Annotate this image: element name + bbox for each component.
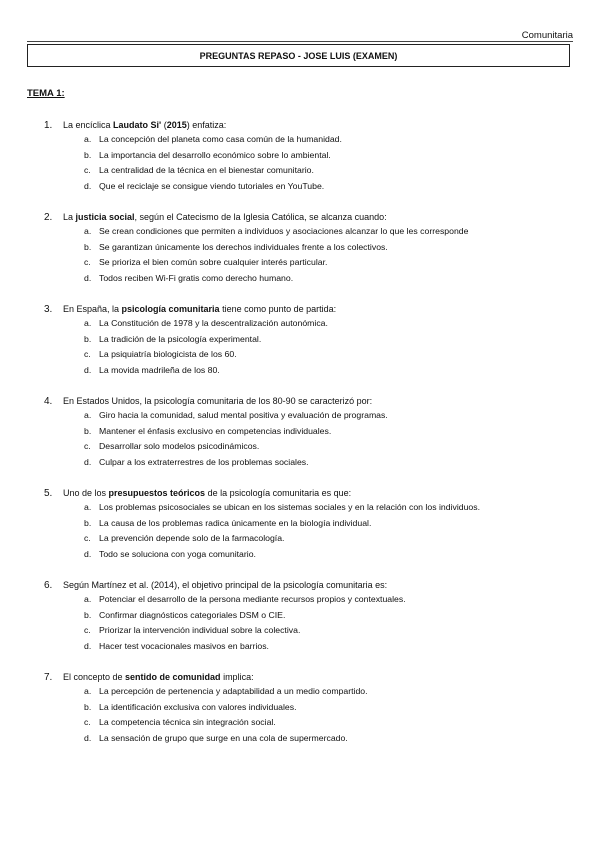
option-letter: c. <box>84 257 91 267</box>
answer-option <box>0 592 600 608</box>
option-text: La concepción del planeta como casa común de la humanidad. <box>99 134 342 144</box>
answer-option <box>0 224 600 240</box>
question-2 <box>0 211 600 286</box>
answer-option <box>0 684 600 700</box>
question-number: 6. <box>44 580 53 591</box>
question-stem <box>0 119 600 132</box>
answer-option <box>0 132 600 148</box>
stem-text: ( <box>161 120 167 130</box>
stem-text: La <box>63 212 76 222</box>
answer-option <box>0 240 600 256</box>
option-letter: a. <box>84 226 92 236</box>
document-category: Comunitaria <box>521 30 573 41</box>
option-text: La Constitución de 1978 y la descentralización autonómica. <box>99 318 328 328</box>
stem-bold-text: psicología comunitaria <box>121 304 220 314</box>
question-number: 1. <box>44 120 53 131</box>
section-heading: TEMA 1: <box>27 88 65 99</box>
answer-option <box>0 163 600 179</box>
question-stem <box>0 211 600 224</box>
option-letter: a. <box>84 502 92 512</box>
option-letter: a. <box>84 410 92 420</box>
question-number: 5. <box>44 488 53 499</box>
stem-text: La encíclica <box>63 120 114 130</box>
answer-option <box>0 547 600 563</box>
question-stem <box>0 579 600 592</box>
question-5 <box>0 487 600 562</box>
answer-option <box>0 700 600 716</box>
option-text: La centralidad de la técnica en el bienestar comunitario. <box>99 165 314 175</box>
option-text: Se prioriza el bien común sobre cualquier interés particular. <box>99 257 328 267</box>
option-letter: b. <box>84 517 92 528</box>
header-divider <box>27 41 573 42</box>
option-letter: d. <box>84 548 92 559</box>
option-letter: d. <box>84 180 92 191</box>
answer-option <box>0 271 600 287</box>
option-letter: b. <box>84 241 92 252</box>
option-letter: c. <box>84 625 91 635</box>
option-text: La percepción de pertenencia y adaptabilidad a un medio compartido. <box>99 686 368 696</box>
option-text: Hacer test vocacionales masivos en barrios. <box>99 640 269 651</box>
option-text: La causa de los problemas radica únicamente en la biología individual. <box>99 517 372 528</box>
option-letter: a. <box>84 594 92 604</box>
page-title <box>27 44 570 67</box>
answer-option <box>0 179 600 195</box>
option-letter: c. <box>84 441 91 451</box>
option-letter: c. <box>84 717 91 727</box>
stem-text: Según Martínez et al. (2014), el objetivo principal de la psicología comunitaria es: <box>63 580 388 590</box>
question-stem <box>0 671 600 684</box>
answer-option <box>0 623 600 639</box>
answer-option <box>0 639 600 655</box>
question-number: 2. <box>44 212 53 223</box>
option-text: La psiquiatría biologicista de los 60. <box>99 349 237 359</box>
stem-text: implica: <box>220 672 254 682</box>
option-letter: c. <box>84 165 91 175</box>
answer-option <box>0 608 600 624</box>
stem-bold-text: sentido de comunidad <box>125 672 221 682</box>
option-text: Que el reciclaje se consigue viendo tutoriales en YouTube. <box>99 180 325 191</box>
answer-option <box>0 531 600 547</box>
answer-option <box>0 500 600 516</box>
option-letter: c. <box>84 533 91 543</box>
question-3 <box>0 303 600 378</box>
stem-text: En Estados Unidos, la psicología comunitaria de los 80-90 se caracterizó por: <box>63 396 373 406</box>
option-text: La tradición de la psicología experimental. <box>99 333 262 344</box>
option-letter: b. <box>84 609 92 620</box>
option-text: La identificación exclusiva con valores individuales. <box>99 701 297 712</box>
question-number: 4. <box>44 396 53 407</box>
option-text: Todo se soluciona con yoga comunitario. <box>99 548 256 559</box>
option-letter: b. <box>84 149 92 160</box>
option-letter: b. <box>84 701 92 712</box>
option-text: La movida madrileña de los 80. <box>99 364 220 375</box>
option-text: La importancia del desarrollo económico sobre lo ambiental. <box>99 149 331 160</box>
option-text: Todos reciben Wi-Fi gratis como derecho humano. <box>99 272 294 283</box>
option-text: Potenciar el desarrollo de la persona mediante recursos propios y contextuales. <box>99 594 406 604</box>
option-text: Mantener el énfasis exclusivo en competencias individuales. <box>99 425 332 436</box>
option-text: Se garantizan únicamente los derechos individuales frente a los colectivos. <box>99 241 388 252</box>
answer-option <box>0 316 600 332</box>
option-letter: a. <box>84 318 92 328</box>
stem-text: tiene como punto de partida: <box>219 304 337 314</box>
stem-bold-text: justicia social <box>75 212 135 222</box>
answer-option <box>0 363 600 379</box>
option-text: Desarrollar solo modelos psicodinámicos. <box>99 441 260 451</box>
answer-option <box>0 347 600 363</box>
answer-option <box>0 424 600 440</box>
answer-option <box>0 332 600 348</box>
question-number: 3. <box>44 304 53 315</box>
question-list <box>0 119 600 763</box>
page-title-text: PREGUNTAS REPASO - JOSE LUIS (EXAMEN) <box>199 50 398 61</box>
stem-text: Uno de los <box>63 488 109 498</box>
option-text: La sensación de grupo que surge en una cola de supermercado. <box>99 732 348 743</box>
question-6 <box>0 579 600 654</box>
answer-option <box>0 731 600 747</box>
answer-option <box>0 439 600 455</box>
stem-text: ) enfatiza: <box>186 120 227 130</box>
option-letter: a. <box>84 686 92 696</box>
stem-bold-text: 2015 <box>166 120 187 130</box>
option-text: Se crean condiciones que permiten a individuos y asociaciones alcanzar lo que les corresponde <box>99 226 469 236</box>
answer-option <box>0 408 600 424</box>
option-text: Confirmar diagnósticos categoriales DSM o CIE. <box>99 609 286 620</box>
option-letter: d. <box>84 732 92 743</box>
stem-text: , según el Catecismo de la Iglesia Católica, se alcanza cuando: <box>134 212 387 222</box>
option-letter: a. <box>84 134 92 144</box>
option-text: Priorizar la intervención individual sobre la colectiva. <box>99 625 301 635</box>
option-letter: b. <box>84 333 92 344</box>
answer-option <box>0 148 600 164</box>
answer-option <box>0 255 600 271</box>
option-letter: d. <box>84 272 92 283</box>
stem-text: En España, la <box>63 304 122 314</box>
option-text: La competencia técnica sin integración social. <box>99 717 276 727</box>
question-4 <box>0 395 600 470</box>
option-letter: d. <box>84 640 92 651</box>
option-text: Los problemas psicosociales se ubican en los sistemas sociales y en la relación con los individuos. <box>99 502 480 512</box>
stem-text: El concepto de <box>63 672 126 682</box>
option-text: Culpar a los extraterrestres de los problemas sociales. <box>99 456 309 467</box>
stem-text: de la psicología comunitaria es que: <box>205 488 352 498</box>
question-stem <box>0 487 600 500</box>
question-number: 7. <box>44 672 53 683</box>
option-letter: b. <box>84 425 92 436</box>
question-1 <box>0 119 600 194</box>
option-text: Giro hacia la comunidad, salud mental positiva y evaluación de programas. <box>99 410 388 420</box>
option-letter: c. <box>84 349 91 359</box>
answer-option <box>0 715 600 731</box>
question-stem <box>0 303 600 316</box>
stem-bold-text: Laudato Si' <box>113 120 162 130</box>
question-7 <box>0 671 600 746</box>
stem-bold-text: presupuestos teóricos <box>108 488 206 498</box>
option-letter: d. <box>84 364 92 375</box>
question-stem <box>0 395 600 408</box>
option-text: La prevención depende solo de la farmacología. <box>99 533 285 543</box>
answer-option <box>0 516 600 532</box>
answer-option <box>0 455 600 471</box>
option-letter: d. <box>84 456 92 467</box>
